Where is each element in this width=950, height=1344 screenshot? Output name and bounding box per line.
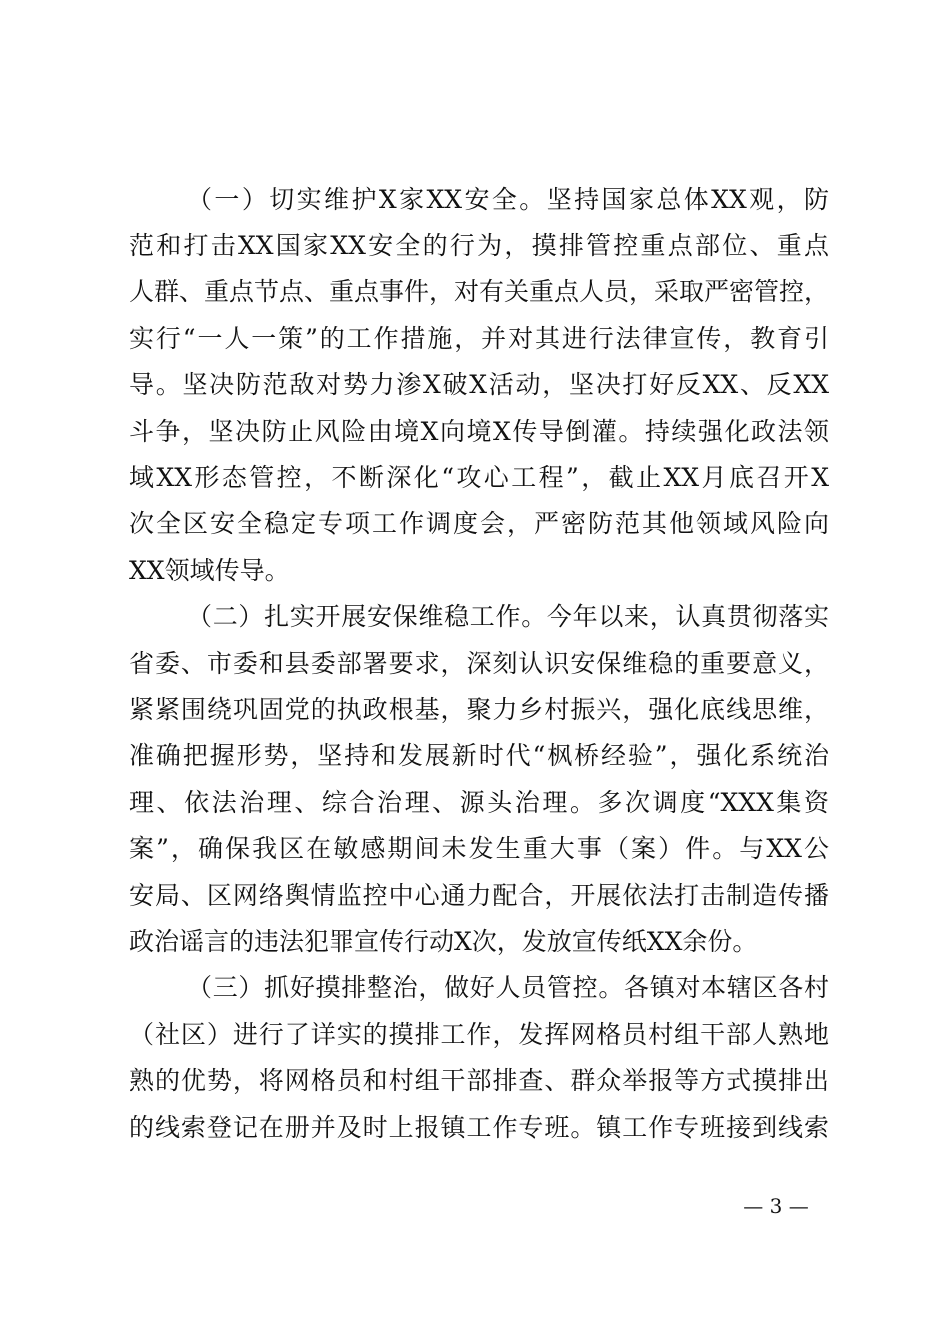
section-2-line-3: 紧紧围绕巩固党的执政根基，聚力乡村振兴，强化底线思维，	[129, 695, 829, 724]
section-2-line-7: 安局、区网络舆情监控中心通力配合，开展依法打击制造传播	[129, 881, 829, 910]
section-1-line-2: 范和打击XX国家XX安全的行为，摸排管控重点部位、重点	[129, 231, 829, 260]
section-1-line-7: 域XX形态管控，不断深化“攻心工程”，截止XX月底召开X	[129, 463, 829, 492]
section-2-line-5: 理、依法治理、综合治理、源头治理。多次调度“XXX集资	[129, 788, 829, 817]
section-3-line-1: （三）抓好摸排整治，做好人员管控。各镇对本辖区各村	[187, 973, 829, 1002]
section-1-line-8: 次全区安全稳定专项工作调度会，严密防范其他领域风险向	[129, 509, 829, 538]
section-2-line-8: 政治谣言的违法犯罪宣传行动X次，发放宣传纸XX余份。	[129, 927, 758, 956]
section-1-line-9: XX领域传导。	[129, 556, 290, 585]
section-1-line-3: 人群、重点节点、重点事件，对有关重点人员，采取严密管控，	[129, 277, 830, 306]
section-1-line-1: （一）切实维护X家XX安全。坚持国家总体XX观，防	[187, 185, 829, 214]
page-number: — 3 —	[743, 1194, 809, 1218]
section-2-line-2: 省委、市委和县委部署要求，深刻认识安保维稳的重要意义，	[129, 649, 829, 678]
section-2-line-6: 案”，确保我区在敏感期间未发生重大事（案）件。与XX公	[129, 834, 829, 863]
section-3-line-4: 的线索登记在册并及时上报镇工作专班。镇工作专班接到线索	[129, 1113, 829, 1142]
section-3-line-3: 熟的优势，将网格员和村组干部排查、群众举报等方式摸排出	[129, 1066, 829, 1095]
section-2-line-4: 准确把握形势，坚持和发展新时代“枫桥经验”，强化系统治	[129, 741, 829, 770]
section-1-line-4: 实行“一人一策”的工作措施，并对其进行法律宣传，教育引	[129, 324, 829, 353]
section-1-line-6: 斗争，坚决防止风险由境X向境X传导倒灌。持续强化政法领	[129, 417, 829, 446]
section-2-line-1: （二）扎实开展安保维稳工作。今年以来，认真贯彻落实	[187, 602, 829, 631]
section-1-line-5: 导。坚决防范敌对势力渗X破X活动，坚决打好反XX、反XX	[129, 370, 829, 399]
section-3-line-2: （社区）进行了详实的摸排工作，发挥网格员村组干部人熟地	[129, 1020, 829, 1049]
